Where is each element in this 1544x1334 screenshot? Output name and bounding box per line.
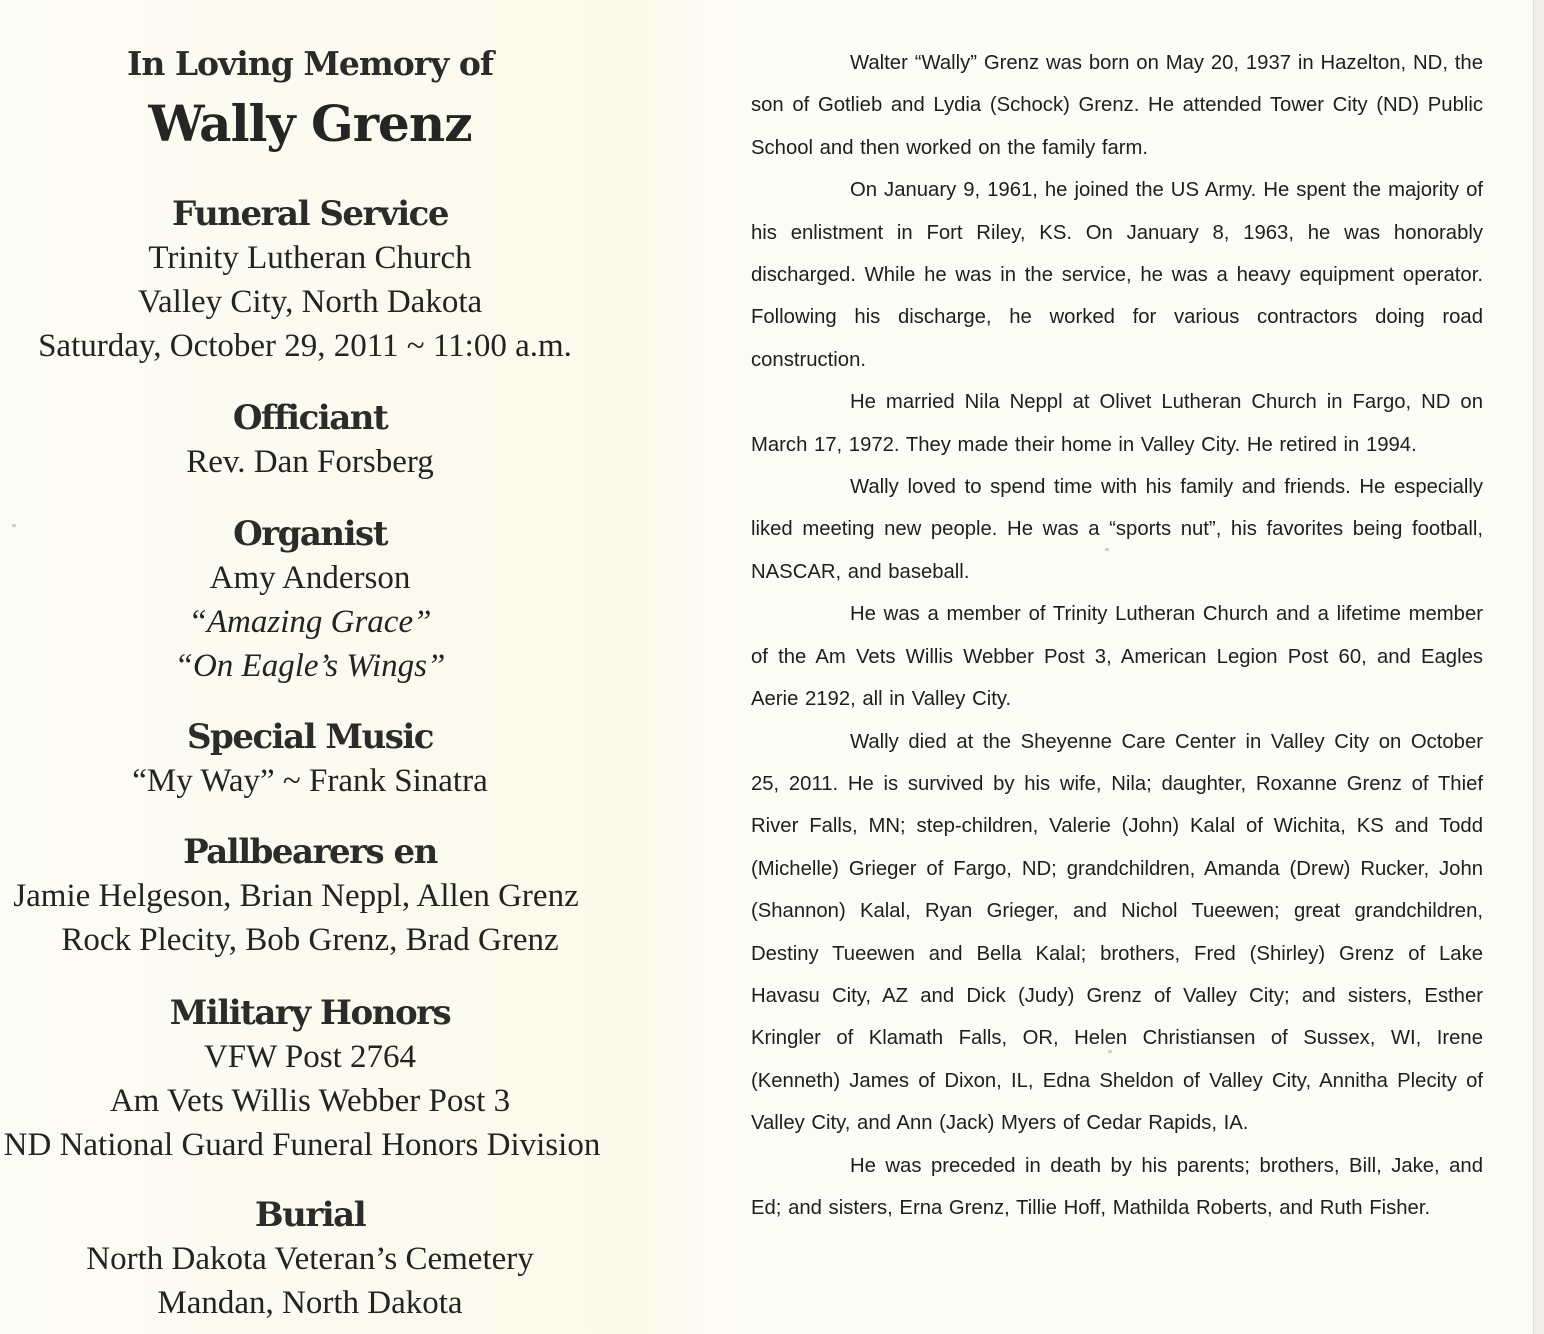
service-program-panel xyxy=(0,0,620,1334)
section-line: Amy Anderson xyxy=(209,560,411,596)
obituary-panel xyxy=(751,42,1483,1229)
hymn-title: “Amazing Grace” xyxy=(188,604,432,640)
section-funeral-service xyxy=(0,192,620,368)
obituary-paragraph: Wally loved to spend time with his family and friends. He especially liked meeting new people. He was a “sports nut”, his favorites being football, NASCAR, and baseball. xyxy=(751,476,1483,583)
section-line: Jamie Helgeson, Brian Neppl, Allen Grenz xyxy=(13,878,579,914)
paper-edge xyxy=(1533,0,1544,1334)
section-line: Valley City, North Dakota xyxy=(137,284,483,320)
section-heading: Special Music xyxy=(187,717,433,757)
memorial-intro: In Loving Memory of xyxy=(126,44,494,83)
section-line: Trinity Lutheran Church xyxy=(148,240,472,276)
obituary-paragraph: On January 9, 1961, he joined the US Army. He spent the majority of his enlistment in Fort Riley, KS. On January 8, 1963, he was honorably discharged. While he was in the service, he was a heavy equipment operator. Following his discharge, he worked for various contractors doing road construction. xyxy=(751,179,1483,371)
section-heading: Burial xyxy=(254,1195,366,1235)
scan-speck xyxy=(1105,548,1109,551)
section-heading: Military Honors xyxy=(169,993,451,1033)
section-heading: Organist xyxy=(233,514,387,554)
scan-speck xyxy=(1108,1050,1112,1053)
section-heading: Officiant xyxy=(232,398,388,438)
section-line: Mandan, North Dakota xyxy=(157,1285,463,1321)
hymn-title: “On Eagle’s Wings” xyxy=(174,648,446,684)
section-heading: Pallbearers en xyxy=(183,832,437,872)
section-special-music xyxy=(0,715,620,803)
obituary-paragraph: Walter “Wally” Grenz was born on May 20, 1937 in Hazelton, ND, the son of Gotlieb and Lydia (Schock) Grenz. He attended Tower City (ND) Public School and then worked on the family farm. xyxy=(751,52,1483,159)
section-organist xyxy=(0,512,620,688)
section-line: VFW Post 2764 xyxy=(203,1039,417,1075)
section-line: ND National Guard Funeral Honors Division xyxy=(3,1127,601,1163)
section-line: North Dakota Veteran’s Cemetery xyxy=(86,1241,534,1277)
section-line: Rock Plecity, Bob Grenz, Brad Grenz xyxy=(61,922,559,958)
deceased-name: Wally Grenz xyxy=(148,94,472,153)
section-officiant xyxy=(0,396,620,484)
section-line: “My Way” ~ Frank Sinatra xyxy=(132,763,488,799)
section-line: Saturday, October 29, 2011 ~ 11:00 a.m. xyxy=(38,328,572,364)
obituary-paragraph: He married Nila Neppl at Olivet Lutheran Church in Fargo, ND on March 17, 1972. They made their home in Valley City. He retired in 1994. xyxy=(751,391,1483,456)
section-pallbearers xyxy=(0,830,620,962)
obituary-paragraph: He was a member of Trinity Lutheran Church and a lifetime member of the Am Vets Willis Webber Post 3, American Legion Post 60, and Eagles Aerie 2192, all in Valley City. xyxy=(751,603,1483,711)
section-military-honors xyxy=(0,991,620,1167)
obituary-paragraph: Wally died at the Sheyenne Care Center in Valley City on October 25, 2011. He is survived by his wife, Nila; daughter, Roxanne Grenz of Thief River Falls, MN; step-children, Valerie (John) Kalal of Wichita, KS and Todd (Michelle) Grieger of Fargo, ND; grandchildren, Amanda (Drew) Rucker, John (Shannon) Kalal, Ryan Grieger, and Nichol Tueewen; great grandchildren, Destiny Tueewen and Bella Kalal; brothers, Fred (Shirley) Grenz of Lake Havasu City, AZ and Dick (Judy) Grenz of Valley City; and sisters, Esther Kringler of Klamath Falls, OR, Helen Christiansen of Sussex, WI, Irene (Kenneth) James of Dixon, IL, Edna Sheldon of Valley City, Annitha Plecity of Valley City, and Ann (Jack) Myers of Cedar Rapids, IA. xyxy=(751,730,1483,1135)
section-line: Rev. Dan Forsberg xyxy=(186,444,434,480)
section-burial xyxy=(0,1193,620,1325)
section-heading: Funeral Service xyxy=(172,194,448,234)
scan-speck xyxy=(12,524,16,527)
section-line: Am Vets Willis Webber Post 3 xyxy=(109,1083,511,1119)
obituary-paragraph: He was preceded in death by his parents; brothers, Bill, Jake, and Ed; and sisters, Erna Grenz, Tillie Hoff, Mathilda Roberts, and Ruth Fisher. xyxy=(751,1154,1483,1219)
